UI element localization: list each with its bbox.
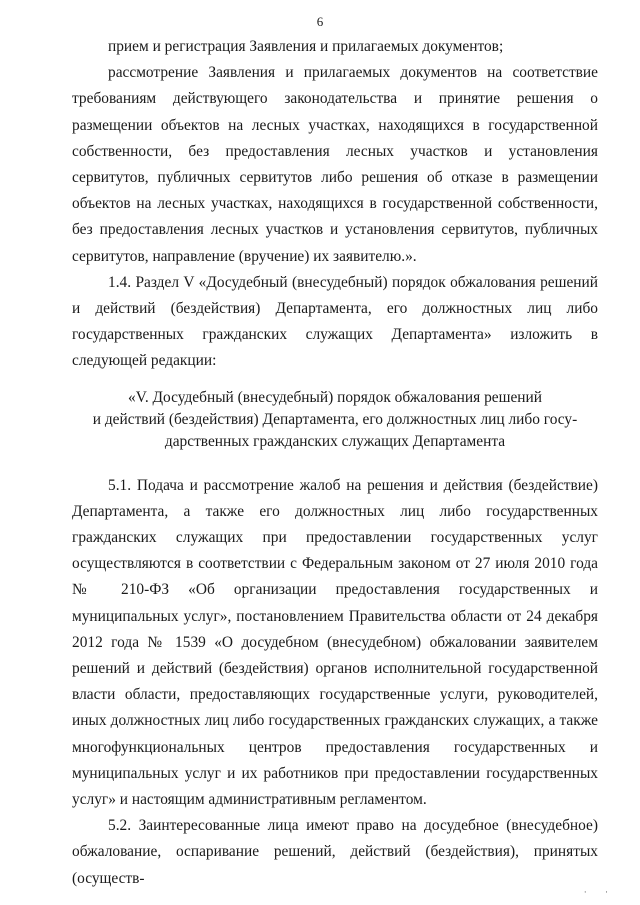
- paragraph-review: рассмотрение Заявления и прилагаемых документов на соответствие требованиям действующего законодательства и принятие решения о размещении объектов на лесных участках, находящихся в государственной собственности, без предоставления лесных участков и установления сервитутов, публичных сервитутов либо решения об отказе в размещении объектов на лесных участках, находящихся в государственной собственности, без предоставления лесных участков и установления сервитутов, публичных сервитутов, направление (вручение) их заявителю.».: [72, 64, 598, 265]
- document-body: [72, 34, 598, 892]
- paragraph-5-1: 5.1. Подача и рассмотрение жалоб на решения и действия (бездействие) Департамента, а также его должностных лиц либо государственных гражданских служащих при предоставлении государственных услуг осуществляются в соответствии с Федеральным законом от 27 июля 2010 года № 210-ФЗ «Об организации предоставления государственных и муниципальных услуг», постановлением Правительства области от 24 декабря 2012 года № 1539 «О досудебном (внесудебном) обжаловании заявителем решений и действий (бездействия) органов исполнительной государственной власти области, предоставляющих государственные услуги, руководителей, иных должностных лиц либо государственных гражданских служащих, а также многофункциональных центров предоставления государственных и муниципальных услуг и их работников при предоставлении государственных услуг» и настоящим административным регламентом.: [72, 476, 598, 809]
- paragraph-5-2: 5.2. Заинтересованные лица имеют право на досудебное (внесудебное) обжалование, оспаривание решений, действий (бездействия), принятых (осуществ-: [72, 817, 598, 887]
- page-number: 6: [316, 14, 324, 29]
- paragraph-reception: прием и регистрация Заявления и прилагаемых документов;: [108, 38, 504, 55]
- section-heading-line: дарственных гражданских служащих Департамента: [164, 432, 506, 450]
- scan-corner-marks: · ·: [583, 887, 616, 897]
- section-heading-line: и действий (бездействия) Департамента, его должностных лиц либо госу-: [92, 410, 578, 428]
- paragraph-section-amendment: 1.4. Раздел V «Досудебный (внесудебный) порядок обжалования решений и действий (бездействия) Департамента, его должностных лиц либо государственных гражданских служащих Департамента» изложить в следующей редакции:: [72, 273, 598, 370]
- section-heading: [72, 387, 598, 453]
- section-heading-line: «V. Досудебный (внесудебный) порядок обжалования решений: [128, 388, 542, 406]
